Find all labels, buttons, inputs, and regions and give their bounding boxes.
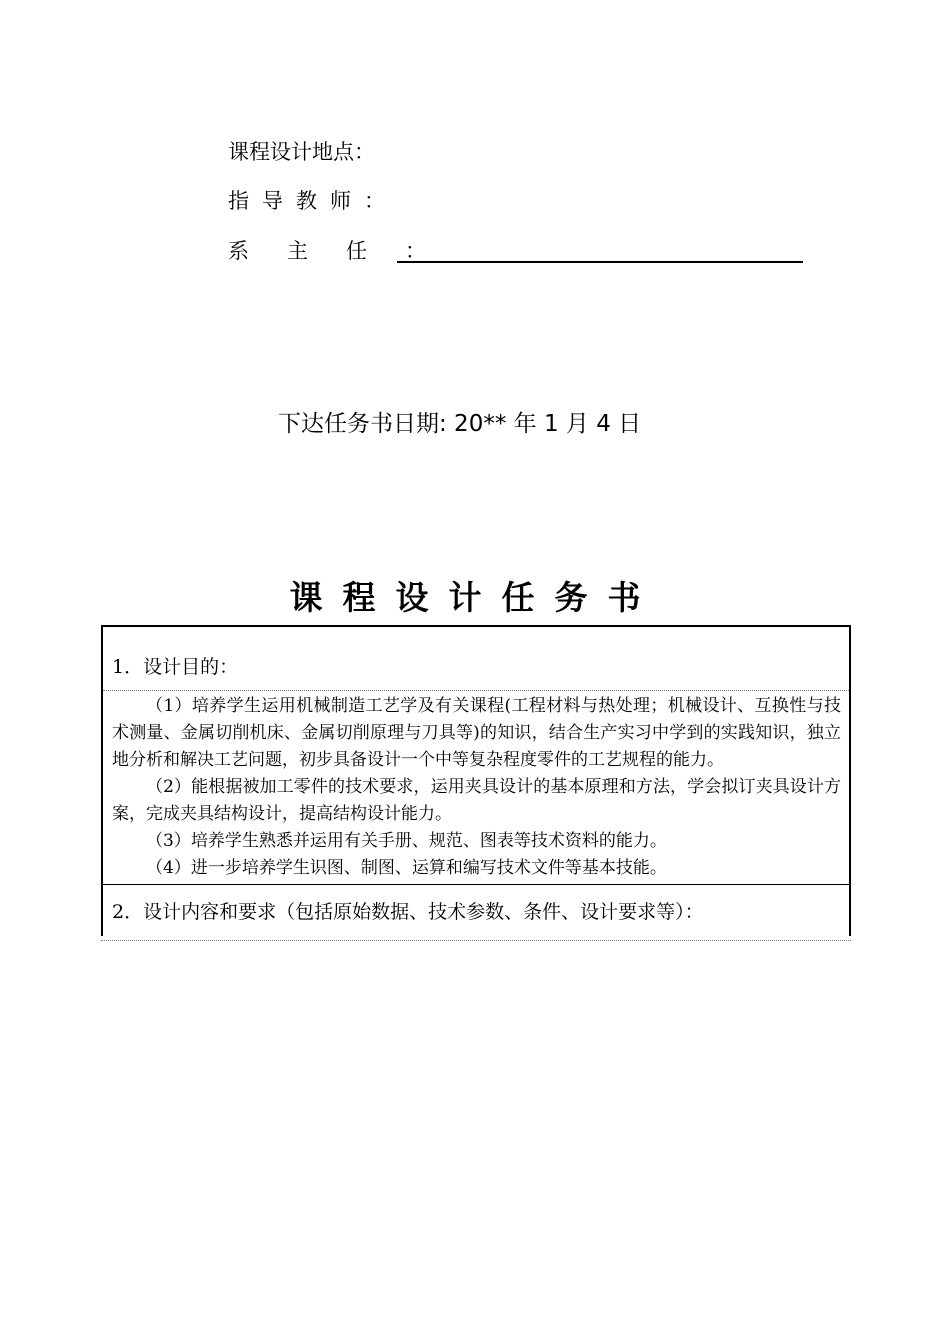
- issue-date: 下达任务书日期: 20** 年 1 月 4 日: [278, 411, 642, 437]
- objective-item: （2）能根据被加工零件的技术要求，运用夹具设计的基本原理和方法，学会拟订夹具设计方案，完成夹具结构设计，提高结构设计能力。: [112, 777, 841, 824]
- dept-head-label: 系主任：: [228, 239, 464, 263]
- location-field: [228, 137, 375, 167]
- section-2-heading: 2．设计内容和要求（包括原始数据、技术参数、条件、设计要求等）：: [103, 884, 849, 936]
- location-label: 课程设计地点：: [228, 140, 375, 164]
- table-bottom-rule: [101, 940, 851, 941]
- objective-item: （3）培养学生熟悉并运用有关手册、规范、图表等技术资料的能力。: [146, 831, 667, 851]
- objective-item: （4）进一步培养学生识图、制图、运算和编写技术文件等基本技能。: [146, 858, 667, 878]
- document-title: 课程设计任务书: [289, 578, 661, 617]
- objectives-list: [103, 691, 849, 884]
- objective-item: （1）培养学生运用机械制造工艺学及有关课程(工程材料与热处理；机械设计、互换性与技术测量、金属切削机床、金属切削原理与刀具等)的知识，结合生产实习中学到的实践知识，独立地分析和解决工艺问题，初步具备设计一个中等复杂程度零件的工艺规程的能力。: [112, 696, 841, 770]
- teacher-label: 指导教师：: [228, 189, 398, 213]
- signature-line: [397, 261, 803, 263]
- task-table: [101, 625, 851, 936]
- teacher-field: [228, 186, 398, 216]
- section-1-heading: 1．设计目的：: [103, 627, 849, 691]
